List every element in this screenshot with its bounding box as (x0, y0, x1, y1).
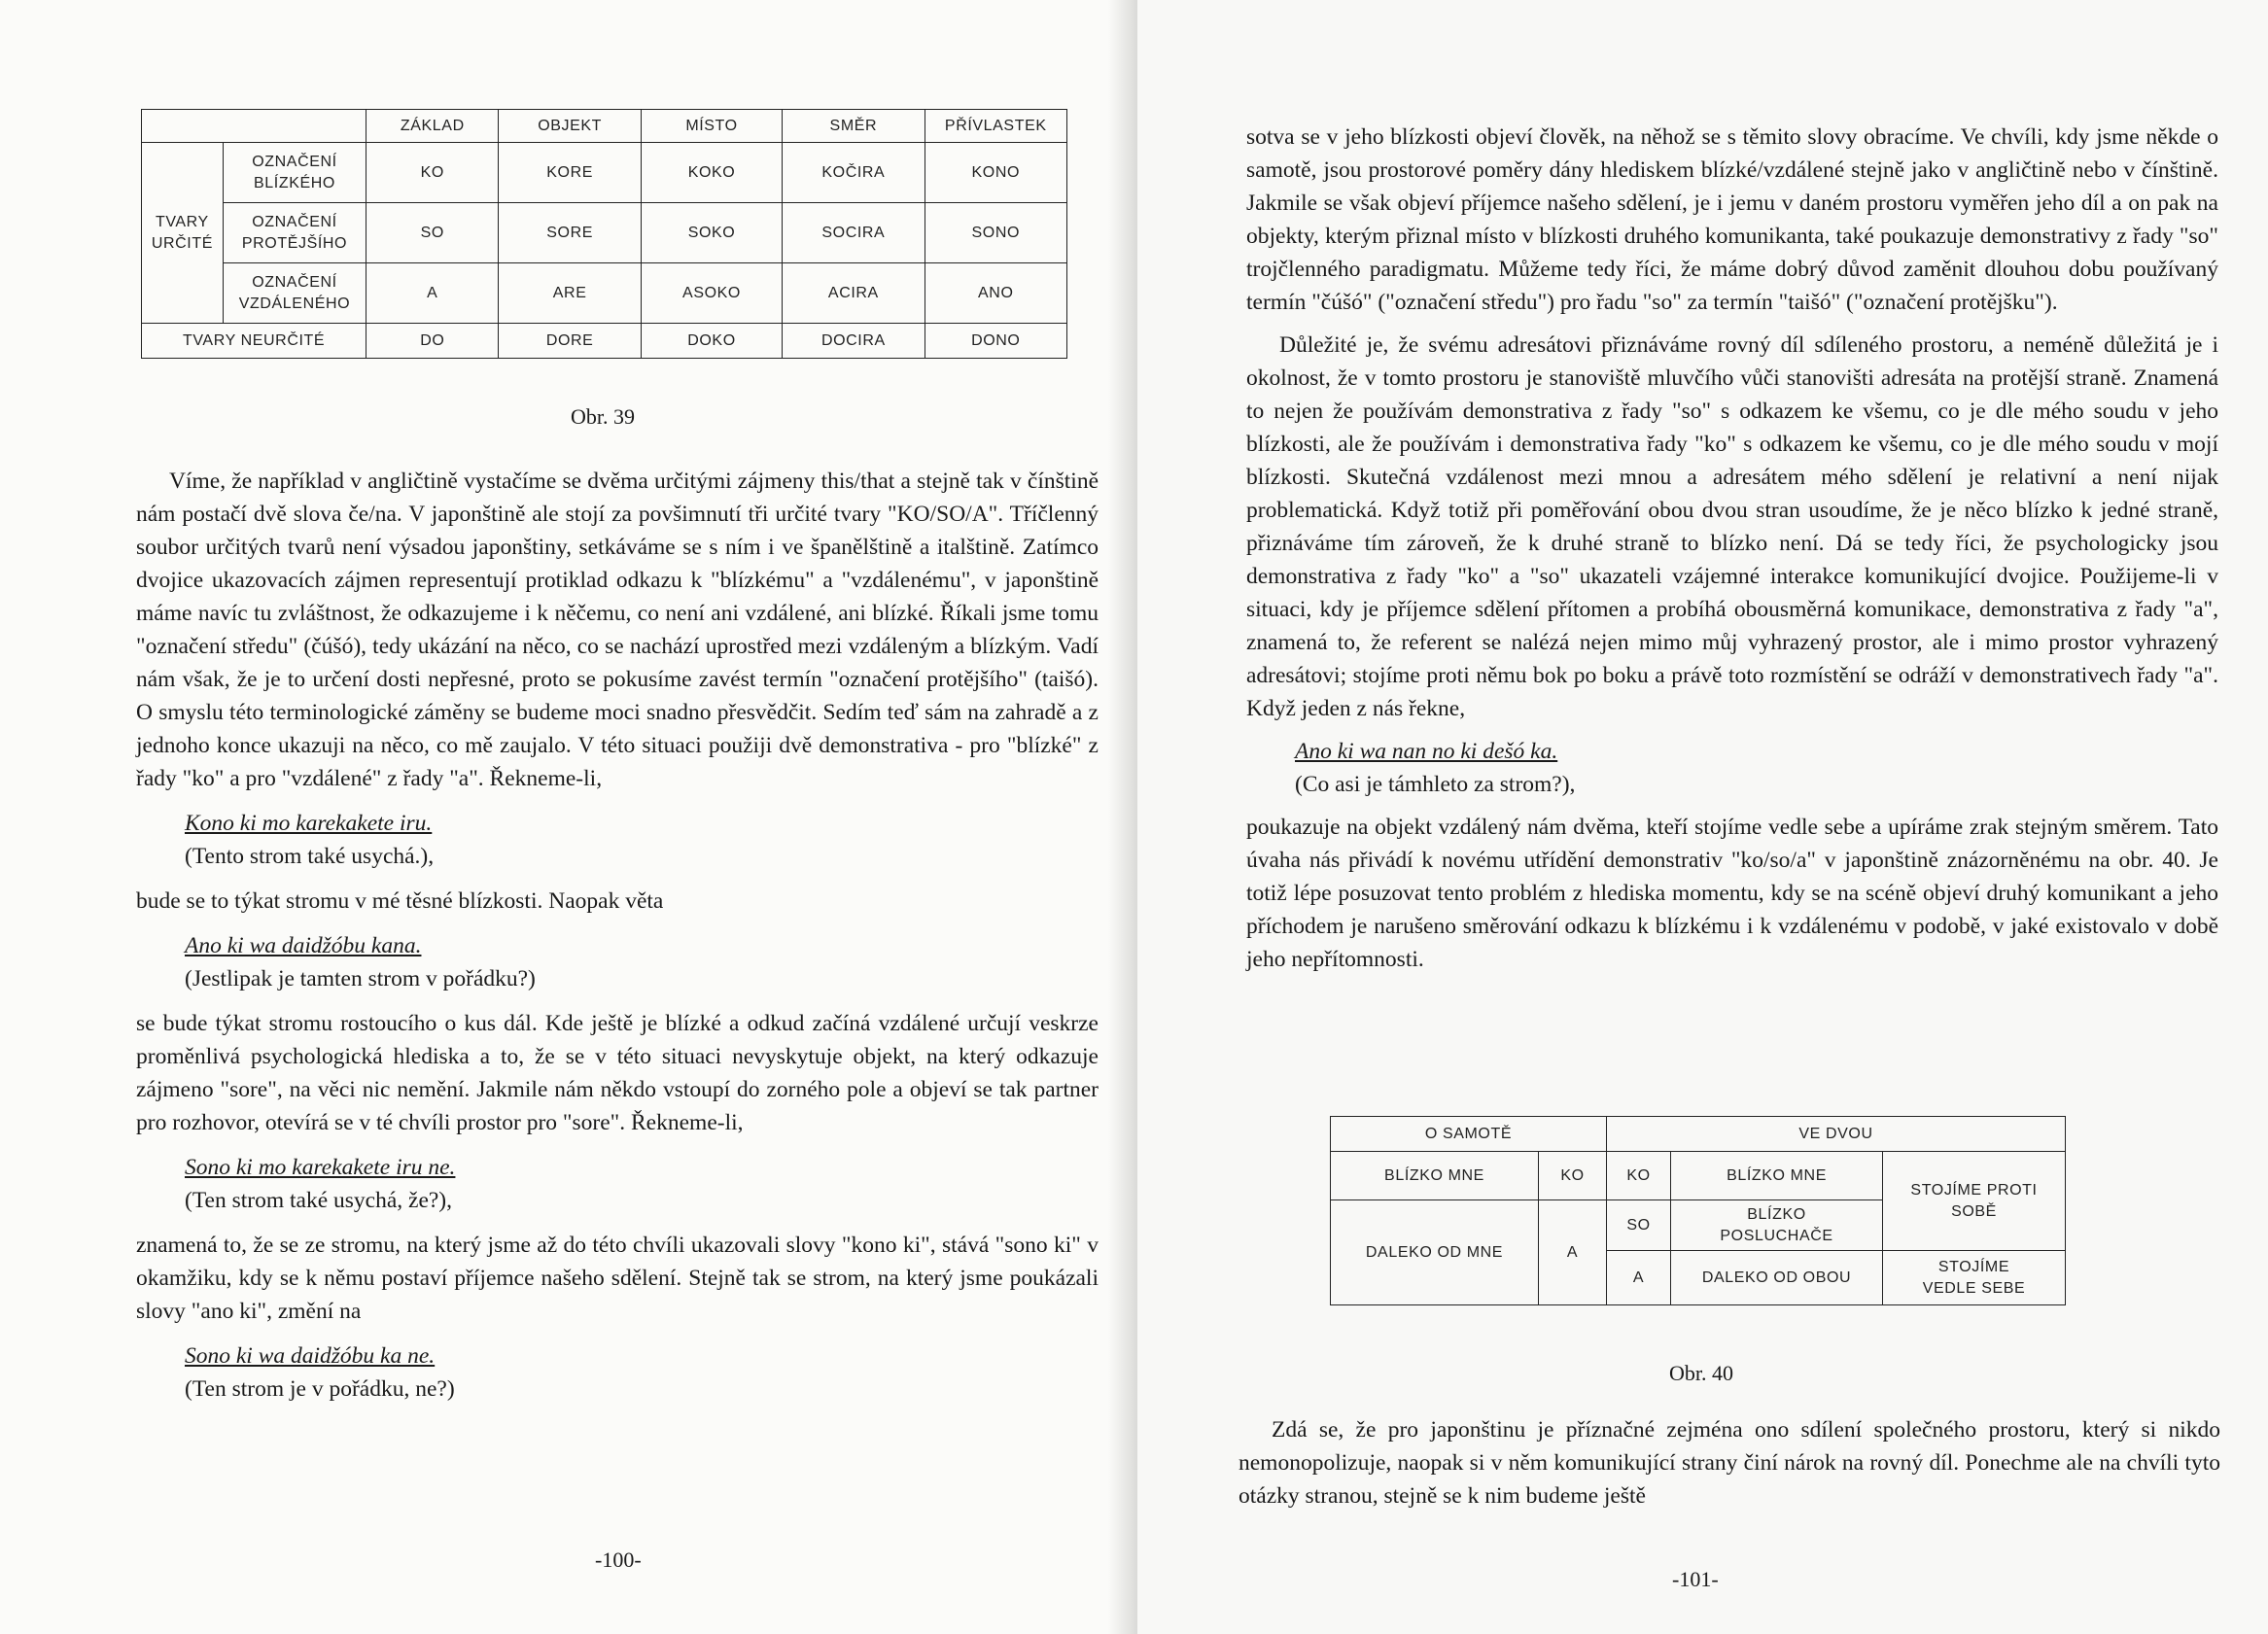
demonstrative-table (141, 109, 1067, 359)
table-header-pair: VE DVOU (1607, 1117, 2066, 1152)
left-text-column (136, 465, 1099, 1406)
right-text-column (1246, 121, 2218, 976)
pair-description: BLÍZKO POSLUCHAČE (1671, 1200, 1883, 1251)
column-header: SMĚR (783, 110, 925, 143)
page-number: -101- (1672, 1567, 1719, 1591)
table-cell: SO (366, 203, 499, 263)
row-group-label: TVARY URČITÉ (142, 143, 224, 324)
paragraph: Víme, že například v angličtině vystačíme se dvěma určitými zájmeny this/that a stejně tak v čínštině nám postačí dvě slova če/na. V japonštině ale stojí za povšimnutí tři určité tvary "KO/SO/A". Tříčlenný soubor určitých tvarů není výsadou japonštiny, setkáváme se s ním i ve španělštině a italštině. Zatímco dvojice ukazovacích zájmen representují protiklad odkazu k "blízkému" a "vzdálenému", v japonštině máme navíc tu zvláštnost, že odkazujeme i k něčemu, co není ani vzdálené, ani blízké. Říkali jsme tomu "označení středu" (čúšó), tedy ukázání na něco, co se nachází uprostřed mezi vzdáleným a blízkým. Vadí nám však, že je to určení dosti nepřesné, proto se pokusíme zavést termín "označení protějšího" (taišó). O smyslu této terminologické záměny se budeme moci snadno přesvědčit. Sedím teď sám na zahradě a z jednoho konce ukazuji na něco, co mě zaujalo. V této situaci použiji dvě demonstrativa - pro "blízké" z řady "ko" a pro "vzdálené" z řady "a". Řekneme-li, (136, 469, 1099, 791)
paragraph: poukazuje na objekt vzdálený nám dvěma, kteří stojíme vedle sebe a upíráme zrak stejným směrem. Tato úvaha nás přivádí k novému utřídění demonstrativ "ko/so/a" v japonštině znázorněnému na obr. 40. Je totiž lépe posuzovat tento problém z hlediska momentu, kdy se na scéně objeví druhý komunikant a jeho příchodem je narušeno směrování odkazu k blízkému i k vzdálenému v podobě, v jaké existovalo v době jeho nepřítomnosti. (1246, 815, 2218, 972)
table-cell: ASOKO (641, 263, 782, 324)
paragraph: se bude týkat stromu rostoucího o kus dál. Kde ještě je blízké a odkud začíná vzdálené určují veskrze proměnlivá psychologická hlediska a to, že se v této situaci nevyskytuje objekt, na který odkazuje zájmeno "sore", na věci nic nemění. Jakmile nám někdo vstoupí do zorného pole a objeví se tak partner pro rozhovor, otevírá se v té chvíli prostor pro "sore". Řekneme-li, (136, 1011, 1099, 1135)
pair-form: A (1607, 1251, 1671, 1305)
table-cell: KOKO (641, 143, 782, 203)
row-label: OZNAČENÍ VZDÁLENÉHO (223, 263, 366, 324)
example-translation: (Jestlipak je tamten strom v pořádku?) (185, 966, 536, 991)
row-label: TVARY NEURČITÉ (142, 324, 366, 359)
example-japanese: Kono ki mo karekakete iru. (185, 811, 433, 836)
position-label: STOJÍME VEDLE SEBE (1883, 1251, 2066, 1305)
example-translation: (Ten strom také usychá, že?), (185, 1188, 453, 1213)
column-header: ZÁKLAD (366, 110, 499, 143)
figure-caption: Obr. 40 (1669, 1361, 1733, 1385)
example-japanese: Sono ki wa daidžóbu ka ne. (185, 1343, 436, 1369)
table-cell: ARE (499, 263, 641, 324)
example (185, 807, 1099, 873)
example-translation: (Tento strom také usychá.), (185, 844, 435, 869)
right-text-column-bottom (1239, 1413, 2220, 1512)
table-cell: ANO (925, 263, 1066, 324)
alone-far-form: A (1539, 1200, 1607, 1305)
table-cell: DOKO (641, 324, 782, 359)
alone-near-form: KO (1539, 1152, 1607, 1200)
right-page (1137, 0, 2268, 1634)
table-header-alone: O SAMOTĚ (1331, 1117, 1607, 1152)
table-cell: SOCIRA (783, 203, 925, 263)
position-label: STOJÍME PROTI SOBĚ (1883, 1152, 2066, 1251)
column-header: OBJEKT (499, 110, 641, 143)
table-cell: SONO (925, 203, 1066, 263)
paragraph: znamená to, že se ze stromu, na který jsme až do této chvíli ukazovali slovy "kono ki", stává "sono ki" v okamžiku, kdy se k němu postaví příjemce našeho sdělení. Stejně tak se strom, na který jsme poukázali slovy "ano ki", změní na (136, 1233, 1099, 1324)
example-translation: (Ten strom je v pořádku, ne?) (185, 1376, 455, 1402)
example (185, 1151, 1099, 1217)
pair-description: BLÍZKO MNE (1671, 1152, 1883, 1200)
alone-near: BLÍZKO MNE (1331, 1152, 1539, 1200)
table-cell: DO (366, 324, 499, 359)
pair-form: SO (1607, 1200, 1671, 1251)
example (185, 929, 1099, 995)
paragraph: Důležité je, že svému adresátovi přiznáváme rovný díl sdíleného prostoru, a neméně důležitá je i okolnost, že v tomto prostoru je stanoviště mluvčího vůči stanovišti adresáta na protější straně. Znamená to nejen že používám demonstrativa z řady "so" s odkazem ke všemu, co je dle mého soudu v jeho blízkosti, ale že používám i demonstrativa řady "ko" s odkazem ke všemu, co je dle mého soudu v mojí blízkosti. Skutečná vzdálenost mezi mnou a adresátem mého sdělení je relativní a není nijak problematická. Když totiž při poměřování obou dvou stran usoudíme, že je něco blízko k jedné straně, přiznáváme tím zároveň, že k druhé straně to blízko není. Dá se tedy říci, že psychologicky jsou demonstrativa z řady "ko" a "so" ukazateli vzájemné interakce komunikující dvojice. Použijeme-li v situaci, kdy je příjemce sdělení přítomen a probíhá obousměrná komunikace, demonstrativa z řady "a", znamená to, že referent se nalézá nejen mimo můj vyhrazený prostor, ale i mimo prostor vyhrazený adresátovi; stojíme proti němu bok po boku a právě toto rozmístění se odráží v demonstrativech řady "a". Když jeden z nás řekne, (1246, 332, 2218, 721)
table-cell: KO (366, 143, 499, 203)
table-cell: DONO (925, 324, 1066, 359)
ko-so-a-table (1330, 1116, 2066, 1305)
table-cell: SOKO (641, 203, 782, 263)
page-number: -100- (595, 1547, 642, 1572)
table-corner (142, 110, 366, 143)
table-cell: SORE (499, 203, 641, 263)
paragraph: sotva se v jeho blízkosti objeví člověk, na něhož se s těmito slovy obracíme. Ve chvíli, kdy jsme někde o samotě, jsou prostorové poměry dány hlediskem blízké/vzdálené stejně jako v angličtině nebo v čínštině. Jakmile se však objeví příjemce našeho sdělení, je i jemu v daném prostoru vyměřen jeho díl a on pak na objekty, kterým přiznal místo v blízkosti druhého komunikanta, také poukazuje demonstrativy z řady "so" trojčlenného paradigmatu. Můžeme tedy říci, že máme dobrý důvod zaměnit dlouhou dobu používaný termín "čúšó" ("označení středu") pro řadu "so" za termín "taišó" ("označení protějšku"). (1246, 124, 2218, 315)
example-japanese: Ano ki wa nan no ki dešó ka. (1295, 739, 1558, 764)
table-cell: A (366, 263, 499, 324)
column-header: MÍSTO (641, 110, 782, 143)
table-cell: ACIRA (783, 263, 925, 324)
figure-caption: Obr. 39 (571, 404, 635, 429)
column-header: PŘÍVLASTEK (925, 110, 1066, 143)
example (1295, 735, 2218, 801)
table-cell: KONO (925, 143, 1066, 203)
alone-far: DALEKO OD MNE (1331, 1200, 1539, 1305)
table-cell: KOČIRA (783, 143, 925, 203)
example-translation: (Co asi je támhleto za strom?), (1295, 772, 1576, 797)
row-label: OZNAČENÍ BLÍZKÉHO (223, 143, 366, 203)
row-label: OZNAČENÍ PROTĚJŠÍHO (223, 203, 366, 263)
example (185, 1339, 1099, 1406)
table-cell: KORE (499, 143, 641, 203)
pair-description: DALEKO OD OBOU (1671, 1251, 1883, 1305)
example-japanese: Sono ki mo karekakete iru ne. (185, 1155, 456, 1180)
pair-form: KO (1607, 1152, 1671, 1200)
table-cell: DOCIRA (783, 324, 925, 359)
paragraph: bude se to týkat stromu v mé těsné blízkosti. Naopak věta (136, 888, 664, 914)
paragraph: Zdá se, že pro japonštinu je příznačné zejména ono sdílení společného prostoru, který si nikdo nemonopolizuje, naopak si v něm komunikující strany činí nárok na rovný díl. Ponechme ale na chvíli tyto otázky stranou, stejně se k nim budeme ještě (1239, 1417, 2220, 1509)
table-cell: DORE (499, 324, 641, 359)
example-japanese: Ano ki wa daidžóbu kana. (185, 933, 422, 958)
